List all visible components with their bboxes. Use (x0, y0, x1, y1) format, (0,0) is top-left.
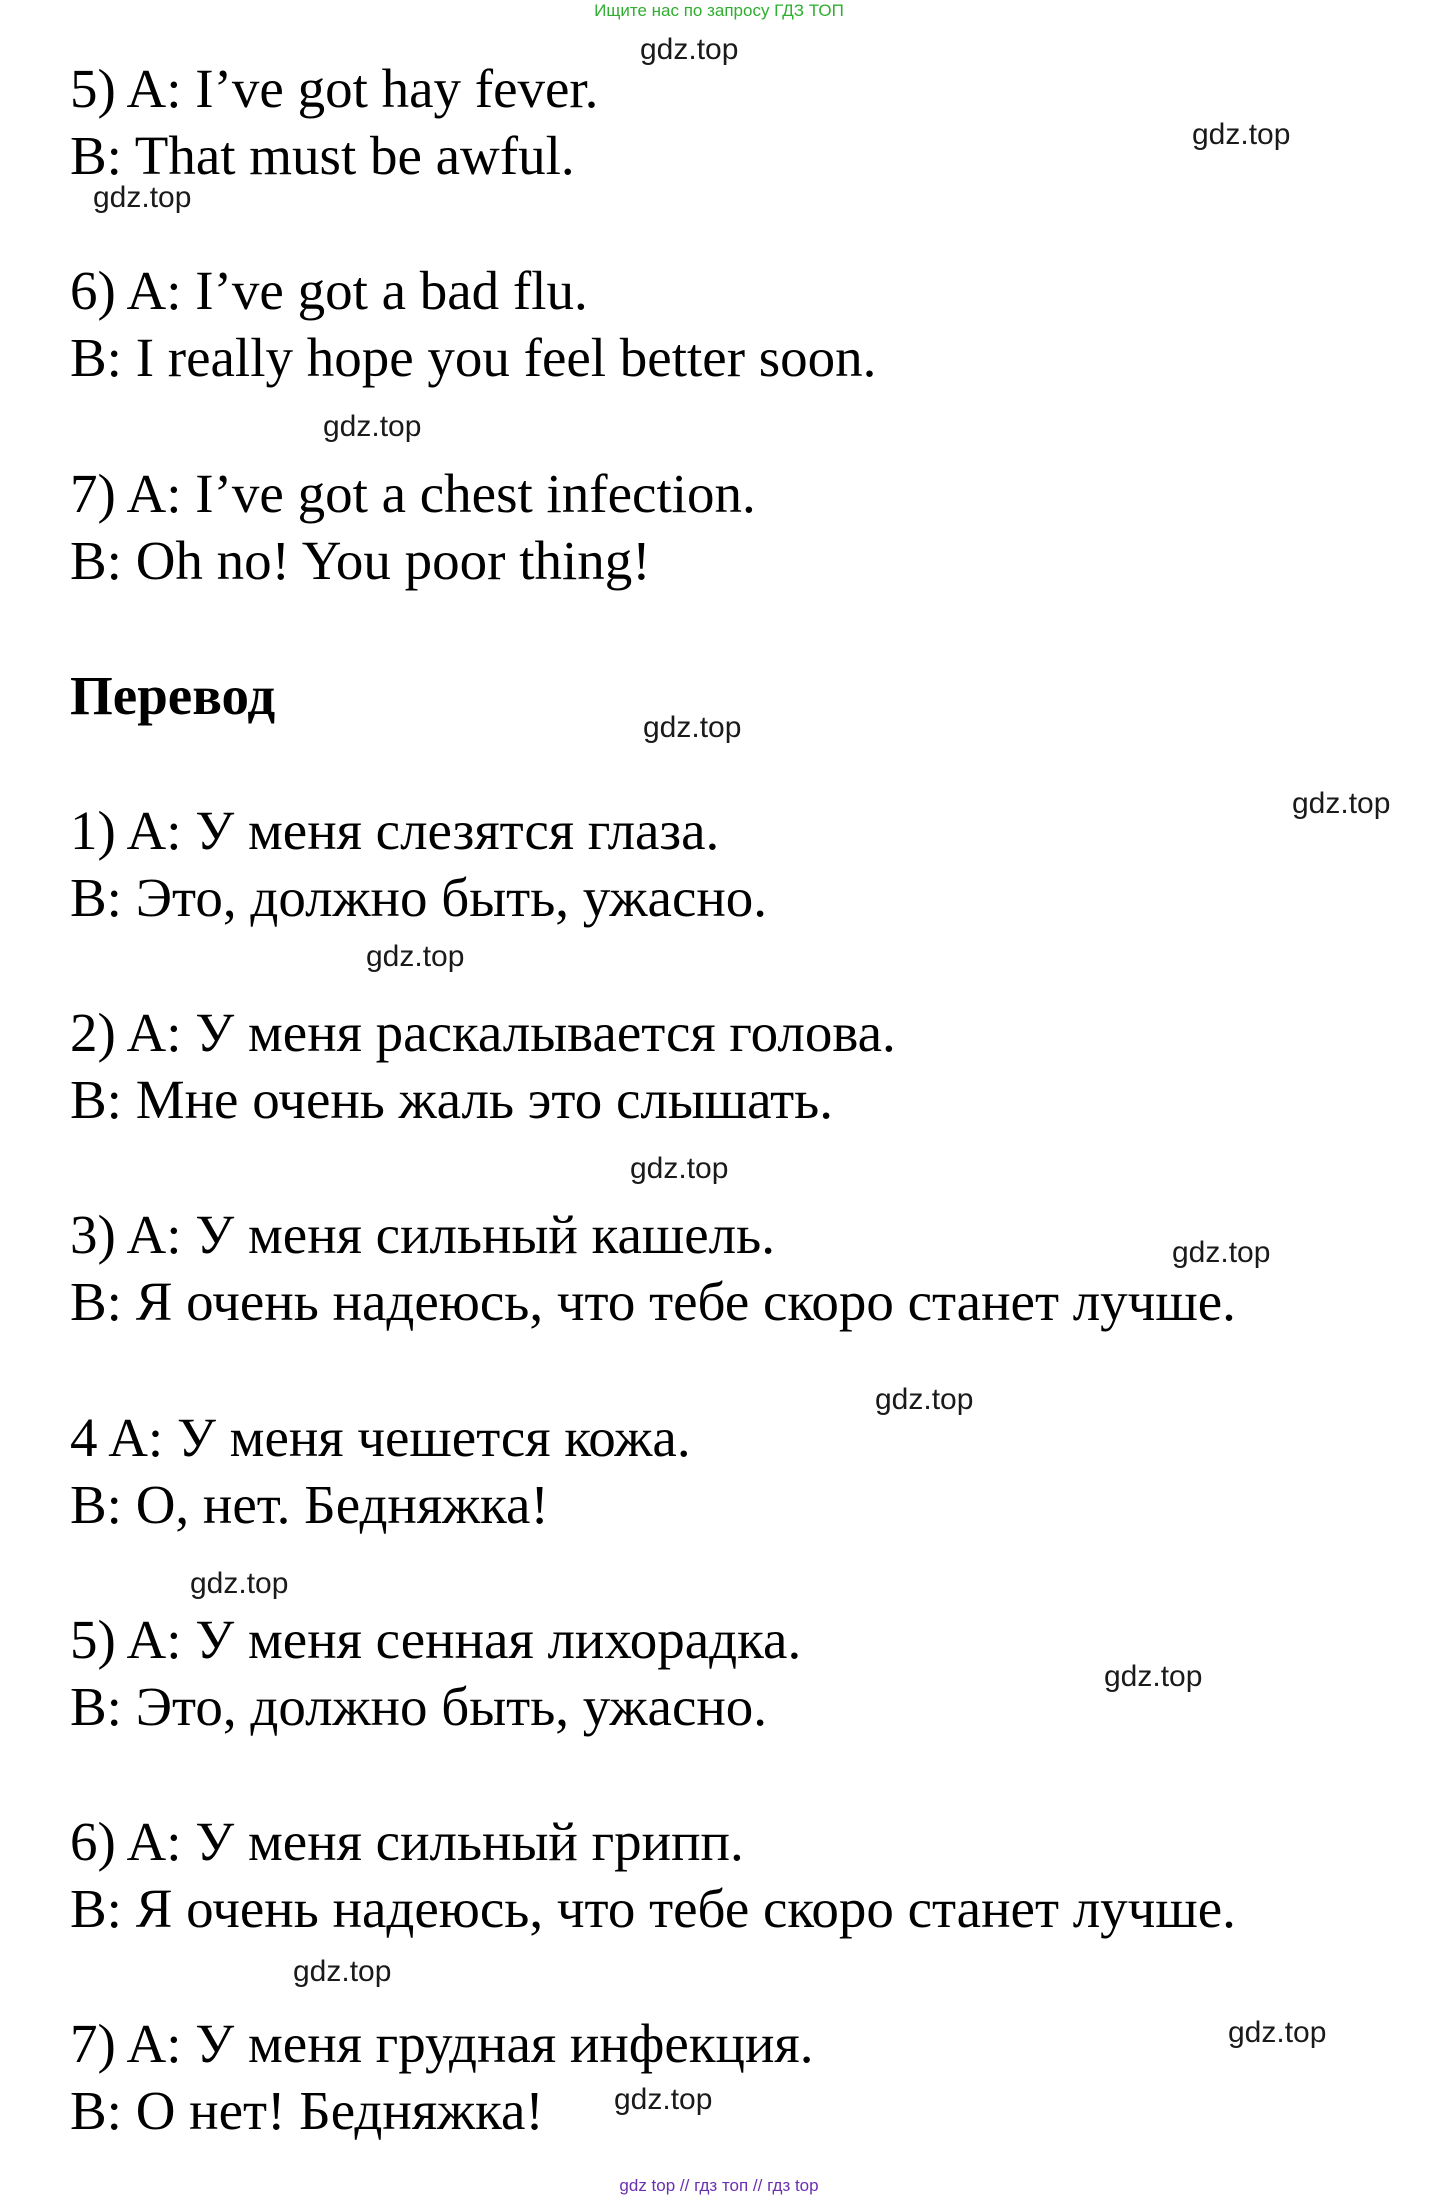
watermark: gdz.top (366, 940, 465, 973)
dialogue-7-line-a: 7) A: I’ve got a chest infection. (70, 463, 756, 524)
translation-2-line-a: 2) A: У меня раскалывается голова. (70, 1002, 896, 1063)
translation-heading: Перевод (70, 665, 276, 726)
watermark: gdz.top (1104, 1660, 1203, 1693)
translation-6-line-b: B: Я очень надеюсь, что тебе скоро станет лучше. (70, 1878, 1236, 1939)
watermark: gdz.top (293, 1955, 392, 1988)
translation-3-line-b: B: Я очень надеюсь, что тебе скоро станет лучше. (70, 1271, 1236, 1332)
watermark: gdz.top (1172, 1236, 1271, 1269)
watermark: gdz.top (1228, 2016, 1327, 2049)
watermark: gdz.top (643, 711, 742, 744)
footer-links: gdz top // гдз топ // гдз top (619, 2176, 819, 2195)
translation-7-line-b: B: О нет! Бедняжка! (70, 2080, 544, 2141)
translation-4-line-a: 4 A: У меня чешется кожа. (70, 1407, 691, 1468)
dialogue-5-line-a: 5) A: I’ve got hay fever. (70, 58, 599, 119)
watermark: gdz.top (875, 1383, 974, 1416)
watermark: gdz.top (614, 2083, 713, 2116)
watermark: gdz.top (190, 1567, 289, 1600)
search-banner: Ищите нас по запросу ГДЗ ТОП (594, 1, 844, 20)
dialogue-6-line-b: B: I really hope you feel better soon. (70, 327, 877, 388)
translation-7-line-a: 7) A: У меня грудная инфекция. (70, 2013, 814, 2074)
translation-3-line-a: 3) A: У меня сильный кашель. (70, 1204, 775, 1265)
translation-1-line-a: 1) A: У меня слезятся глаза. (70, 800, 720, 861)
translation-4-line-b: B: О, нет. Бедняжка! (70, 1474, 549, 1535)
dialogue-5-line-b: B: That must be awful. (70, 125, 575, 186)
dialogue-6-line-a: 6) A: I’ve got a bad flu. (70, 260, 588, 321)
translation-2-line-b: B: Мне очень жаль это слышать. (70, 1069, 833, 1130)
watermark: gdz.top (1292, 787, 1391, 820)
watermark: gdz.top (323, 410, 422, 443)
translation-6-line-a: 6) A: У меня сильный грипп. (70, 1811, 744, 1872)
watermark: gdz.top (1192, 118, 1291, 151)
dialogue-7-line-b: B: Oh no! You poor thing! (70, 530, 651, 591)
watermark: gdz.top (93, 181, 192, 214)
translation-5-line-a: 5) A: У меня сенная лихорадка. (70, 1609, 802, 1670)
translation-1-line-b: B: Это, должно быть, ужасно. (70, 867, 768, 928)
watermark: gdz.top (630, 1152, 729, 1185)
translation-5-line-b: B: Это, должно быть, ужасно. (70, 1676, 768, 1737)
watermark: gdz.top (640, 33, 739, 66)
